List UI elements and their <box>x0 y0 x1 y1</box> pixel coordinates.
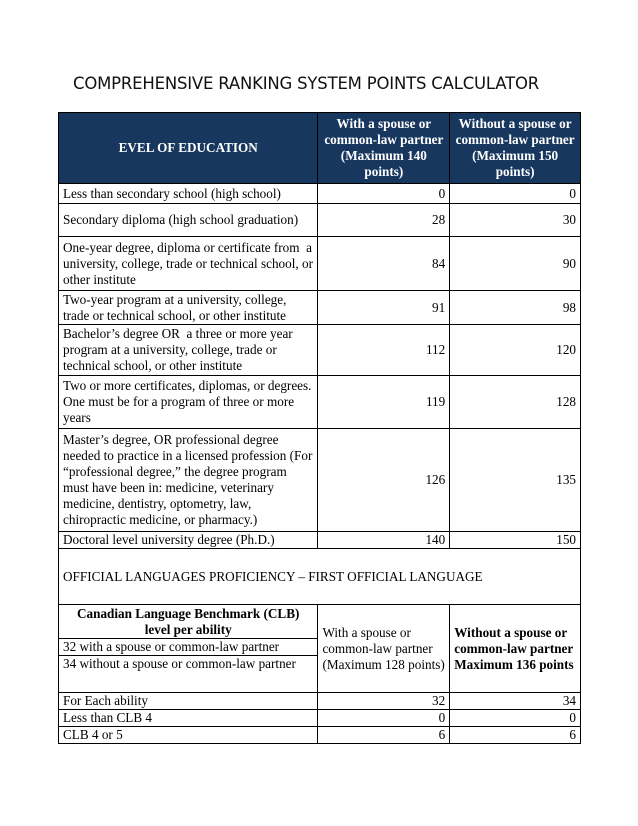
row-with-value: 119 <box>318 376 450 429</box>
table-row <box>59 532 581 549</box>
language-with-spouse-header: With a spouse or common-law partner (Maximum 128 points) <box>318 605 450 693</box>
row-label: Bachelor’s degree OR a three or more year program at a university, college, trade or technical school, or other institute <box>59 325 318 376</box>
table-row <box>59 710 581 727</box>
table-row <box>59 291 581 325</box>
row-without-value: 98 <box>450 291 581 325</box>
row-without-value: 128 <box>450 376 581 429</box>
row-without-value: 150 <box>450 532 581 549</box>
row-without-value: 6 <box>450 727 581 744</box>
table-row <box>59 204 581 237</box>
row-with-value: 6 <box>318 727 450 744</box>
row-label: Less than CLB 4 <box>59 710 318 727</box>
table-row <box>59 727 581 744</box>
row-label: Master’s degree, OR professional degree needed to practice in a licensed profession (For “professional degree,” the degree program must have been in: medicine, veterinary medicine, dentistry, optometry, law, chiropractic medicine, or pharmacy.) <box>59 429 318 532</box>
table-row <box>59 429 581 532</box>
row-without-value: 30 <box>450 204 581 237</box>
row-with-value: 0 <box>318 710 450 727</box>
table-row <box>59 693 581 710</box>
row-with-value: 126 <box>318 429 450 532</box>
row-without-value: 0 <box>450 710 581 727</box>
with-spouse-header: With a spouse or common-law partner (Maximum 140 points) <box>318 113 450 184</box>
row-without-value: 34 <box>450 693 581 710</box>
row-label: Doctoral level university degree (Ph.D.) <box>59 532 318 549</box>
table-row <box>59 237 581 291</box>
row-label: CLB 4 or 5 <box>59 727 318 744</box>
table-row <box>59 376 581 429</box>
clb-header-row <box>59 605 581 639</box>
education-level-header: EVEL OF EDUCATION <box>59 113 318 184</box>
row-without-value: 90 <box>450 237 581 291</box>
row-label: Less than secondary school (high school) <box>59 184 318 204</box>
row-with-value: 28 <box>318 204 450 237</box>
table-row <box>59 184 581 204</box>
language-section-row <box>59 549 581 605</box>
education-header-row <box>59 113 581 184</box>
row-label: One-year degree, diploma or certificate from a university, college, trade or technical school, or other institute <box>59 237 318 291</box>
row-label: For Each ability <box>59 693 318 710</box>
row-with-value: 84 <box>318 237 450 291</box>
clb-header: Canadian Language Benchmark (CLB) level per ability <box>59 605 318 639</box>
crs-points-table <box>58 112 581 744</box>
row-without-value: 120 <box>450 325 581 376</box>
row-without-value: 0 <box>450 184 581 204</box>
clb-note-without: 34 without a spouse or common-law partner <box>59 656 318 693</box>
row-with-value: 32 <box>318 693 450 710</box>
row-with-value: 0 <box>318 184 450 204</box>
row-with-value: 91 <box>318 291 450 325</box>
row-label: Two-year program at a university, college, trade or technical school, or other institute <box>59 291 318 325</box>
row-label: Secondary diploma (high school graduation) <box>59 204 318 237</box>
language-without-spouse-header: Without a spouse or common-law partner Maximum 136 points <box>450 605 581 693</box>
without-spouse-header: Without a spouse or common-law partner (Maximum 150 points) <box>450 113 581 184</box>
row-with-value: 112 <box>318 325 450 376</box>
row-without-value: 135 <box>450 429 581 532</box>
page-title: COMPREHENSIVE RANKING SYSTEM POINTS CALCULATOR <box>73 74 540 93</box>
clb-note-with: 32 with a spouse or common-law partner <box>59 639 318 656</box>
language-section-title: OFFICIAL LANGUAGES PROFICIENCY – FIRST OFFICIAL LANGUAGE <box>59 549 581 605</box>
table-row <box>59 325 581 376</box>
row-label: Two or more certificates, diplomas, or degrees. One must be for a program of three or more years <box>59 376 318 429</box>
row-with-value: 140 <box>318 532 450 549</box>
